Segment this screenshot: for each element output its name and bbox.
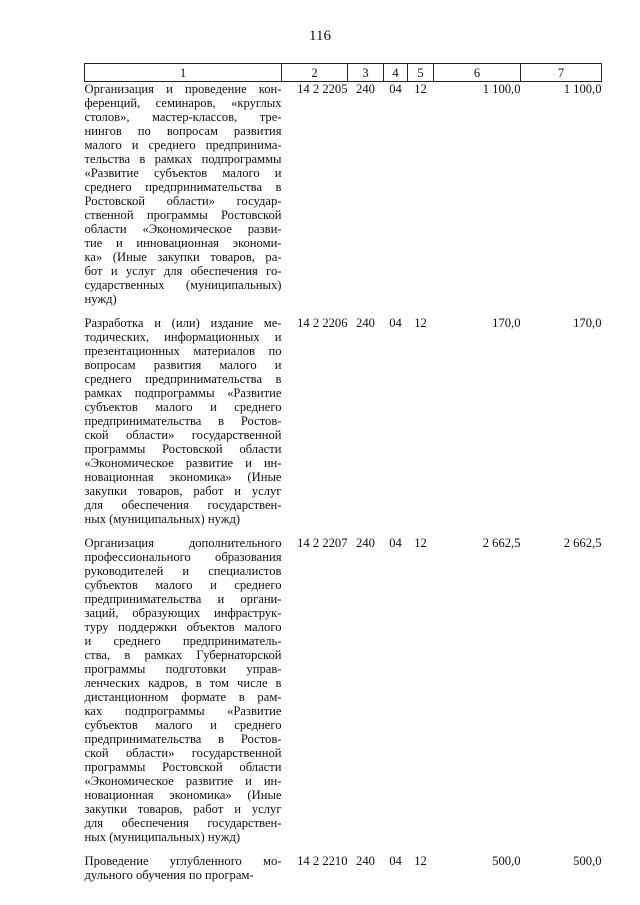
table-row — [85, 82, 602, 317]
column-header: 2 — [282, 64, 348, 82]
description-line: дистанционном формате в рам- — [84, 690, 282, 704]
description-line: субъектов малого и среднего — [84, 400, 282, 414]
description-line: Ростовской области» государ- — [84, 194, 282, 208]
description-line: нингов по вопросам развития — [84, 124, 282, 138]
subsection-code: 12 — [414, 536, 427, 550]
description-line: Проведение углубленного мо- — [84, 854, 282, 868]
description-line: вопросам развития малого и — [84, 358, 282, 372]
description-line: ференций, семинаров, «круглых — [84, 96, 282, 110]
description-line: новационная экономика» (Иные — [84, 470, 282, 484]
description-line: ской области» государственной — [84, 428, 282, 442]
description-line: дульного обучения по програм- — [84, 868, 254, 882]
table-row — [85, 854, 602, 892]
target-article-code: 14 2 2207 — [297, 536, 348, 550]
description-line: тодических, информационных и — [84, 330, 282, 344]
description-line: и среднего предприниматель- — [84, 634, 282, 648]
amount-col-6: 1 100,0 — [482, 82, 521, 96]
description-line: среднего предпринимательства в — [84, 372, 282, 386]
column-header: 5 — [408, 64, 434, 82]
description-line: нужд) — [84, 292, 117, 306]
description-line: «Развитие субъектов малого и — [84, 166, 282, 180]
description-line: Организация дополнительного — [84, 536, 282, 550]
expense-type-code: 240 — [356, 536, 375, 550]
description-line: предпринимательства и органи- — [84, 592, 282, 606]
description-line: предпринимательства в Ростов- — [84, 414, 282, 428]
amount-col-7: 2 662,5 — [563, 536, 602, 550]
row-description — [85, 854, 282, 892]
expense-type-code: 240 — [356, 316, 375, 330]
description-line: рамках подпрограммы «Развитие — [84, 386, 282, 400]
table-row — [85, 316, 602, 536]
target-article-code: 14 2 2210 — [297, 854, 348, 868]
description-line: программы подготовки управ- — [84, 662, 282, 676]
page-number: 116 — [309, 28, 331, 44]
section-code: 04 — [389, 316, 402, 330]
description-line: предпринимательства в Ростов- — [84, 732, 282, 746]
expense-type-code: 240 — [356, 82, 375, 96]
description-line: «Экономическое развитие и ин- — [84, 456, 282, 470]
description-line: закупки товаров, работ и услуг — [84, 484, 282, 498]
description-line: программы Ростовской области — [84, 442, 282, 456]
description-line: ской области» государственной — [84, 746, 282, 760]
description-line: «Экономическое развитие и ин- — [84, 774, 282, 788]
description-line: малого и среднего предпринима- — [84, 138, 282, 152]
description-line: тельства в рамках подпрограммы — [84, 152, 282, 166]
description-line: Разработка и (или) издание ме- — [84, 316, 282, 330]
table-header-row — [85, 64, 602, 82]
description-line: столов», мастер-классов, тре- — [84, 110, 282, 124]
column-header: 4 — [384, 64, 408, 82]
amount-col-7: 500,0 — [573, 854, 602, 868]
amount-col-6: 170,0 — [492, 316, 521, 330]
subsection-code: 12 — [414, 316, 427, 330]
row-description — [85, 536, 282, 854]
table-row — [85, 536, 602, 854]
description-line: ленческих кадров, в том числе в — [84, 676, 282, 690]
description-line: для обеспечения государствен- — [84, 816, 282, 830]
description-line: руководителей и специалистов — [84, 564, 282, 578]
column-header: 6 — [434, 64, 521, 82]
column-header: 7 — [521, 64, 602, 82]
description-line: ных (муниципальных) нужд) — [84, 830, 241, 844]
expense-type-code: 240 — [356, 854, 375, 868]
section-code: 04 — [389, 82, 402, 96]
description-line: бот и услуг для обеспечения го- — [84, 264, 282, 278]
description-line: презентационных материалов по — [84, 344, 282, 358]
column-header: 1 — [85, 64, 282, 82]
description-line: ках подпрограммы «Развитие — [84, 704, 282, 718]
description-line: профессионального образования — [84, 550, 282, 564]
target-article-code: 14 2 2206 — [297, 316, 348, 330]
description-line: программы Ростовской области — [84, 760, 282, 774]
description-line: субъектов малого и среднего — [84, 718, 282, 732]
amount-col-7: 170,0 — [573, 316, 602, 330]
subsection-code: 12 — [414, 82, 427, 96]
amount-col-6: 500,0 — [492, 854, 521, 868]
subsection-code: 12 — [414, 854, 427, 868]
description-line: субъектов малого и среднего — [84, 578, 282, 592]
description-line: заций, образующих инфраструк- — [84, 606, 282, 620]
description-line: ка» (Иные закупки товаров, ра- — [84, 250, 282, 264]
budget-table — [84, 63, 602, 892]
column-header: 3 — [348, 64, 384, 82]
amount-col-7: 1 100,0 — [563, 82, 602, 96]
row-description — [85, 82, 282, 317]
description-line: тие и инновационная экономи- — [84, 236, 282, 250]
description-line: Организация и проведение кон- — [84, 82, 282, 96]
description-line: области «Экономическое разви- — [84, 222, 282, 236]
section-code: 04 — [389, 854, 402, 868]
description-line: ственной программы Ростовской — [84, 208, 282, 222]
description-line: туру поддержки объектов малого — [84, 620, 282, 634]
description-line: для обеспечения государствен- — [84, 498, 282, 512]
description-line: ства, в рамках Губернаторской — [84, 648, 282, 662]
description-line: ных (муниципальных) нужд) — [84, 512, 241, 526]
section-code: 04 — [389, 536, 402, 550]
description-line: закупки товаров, работ и услуг — [84, 802, 282, 816]
target-article-code: 14 2 2205 — [297, 82, 348, 96]
description-line: новационная экономика» (Иные — [84, 788, 282, 802]
row-description — [85, 316, 282, 536]
description-line: сударственных (муниципальных) — [84, 278, 282, 292]
description-line: среднего предпринимательства в — [84, 180, 282, 194]
amount-col-6: 2 662,5 — [482, 536, 521, 550]
